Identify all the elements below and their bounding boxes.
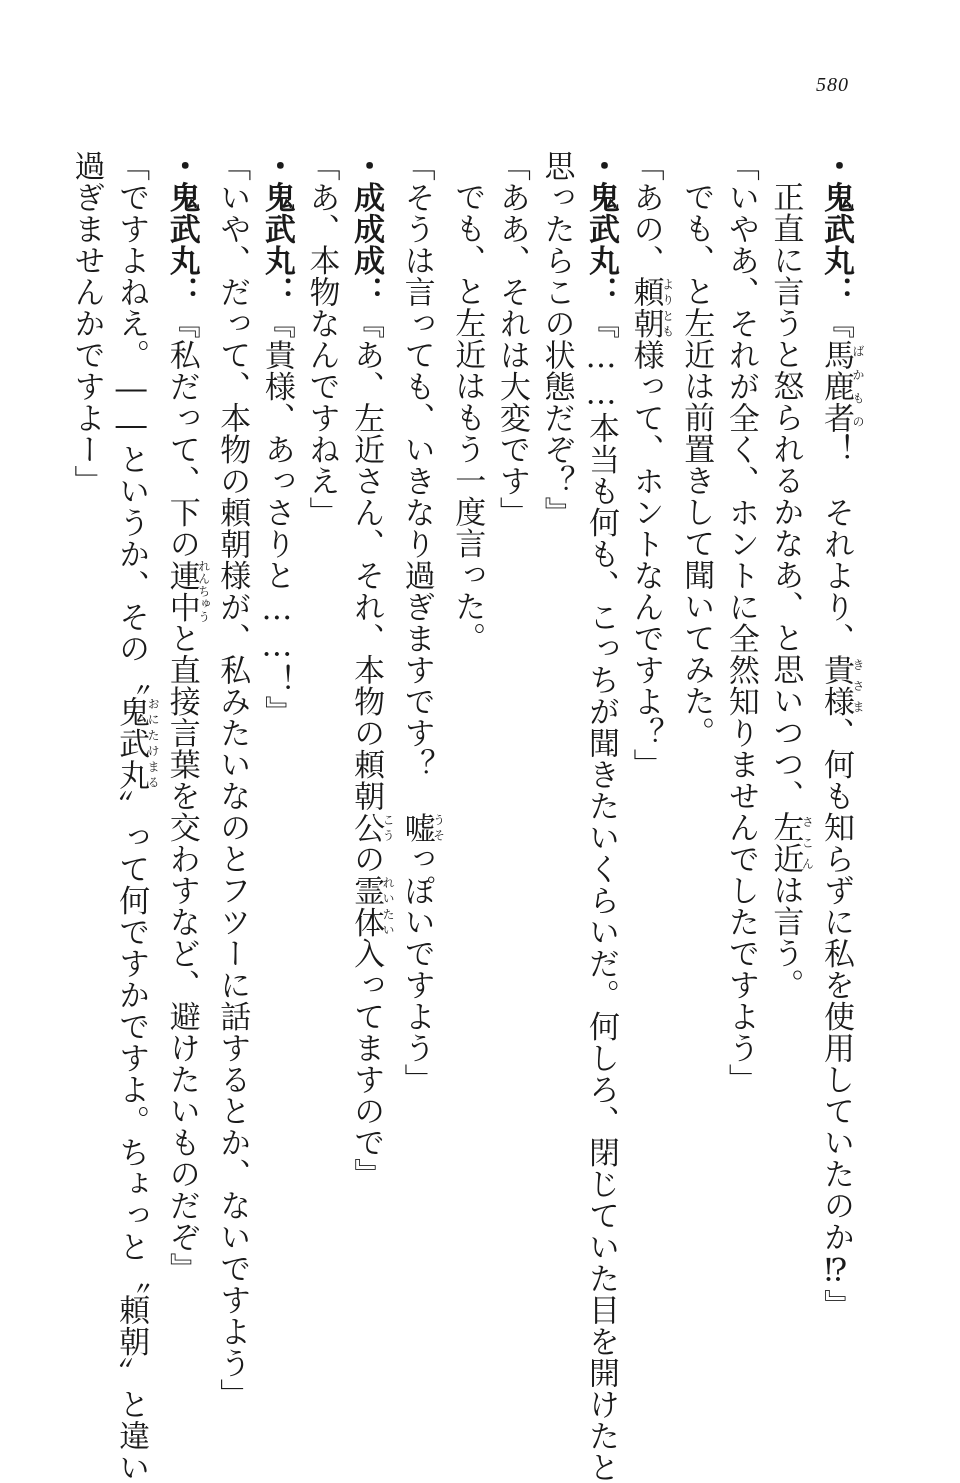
text-segment: 「あ、本物なんですねえ」 xyxy=(303,150,339,528)
text-segment: 『私だって、下の xyxy=(164,308,200,560)
furigana: れいたい xyxy=(381,875,395,938)
text-segment: でも、と左近は前置きして聞いてみた。 xyxy=(678,181,714,748)
furigana: さこん xyxy=(800,811,814,874)
ruby-word xyxy=(628,276,664,339)
text-segment: 正直に言うと怒られるかなあ、と思いつつ、 xyxy=(767,181,803,811)
text-line xyxy=(813,150,864,1290)
ruby-base: 嘘 xyxy=(399,812,435,844)
furigana: よりとも xyxy=(661,276,675,339)
text-segment: っぽいですよう」 xyxy=(399,843,435,1095)
text-line xyxy=(489,150,534,1290)
ruby-base: 連中 xyxy=(164,560,200,623)
ruby-word xyxy=(399,812,435,844)
ruby-base: 公 xyxy=(348,812,384,844)
text-segment: 「いやあ、それが全く、ホントに全然知りませんでしたですよう」 xyxy=(723,150,759,1095)
ruby-word xyxy=(818,339,854,434)
speaker-name: 鬼武丸： xyxy=(583,182,619,308)
text-line xyxy=(109,150,160,1290)
text-line xyxy=(394,150,445,1290)
text-segment: 、何も知らずに私を使用していたのか⁉』 xyxy=(818,717,854,1321)
text-segment: 入ってますので』 xyxy=(348,938,384,1190)
ruby-base: 霊体 xyxy=(348,875,384,938)
body-text xyxy=(64,150,864,1290)
ruby-base: 鬼武丸 xyxy=(113,696,149,791)
text-line xyxy=(64,150,109,1290)
text-segment: 『……本当も何も、こっちが聞きたいくらいだ。何しろ、閉じていた目を開けたと xyxy=(583,308,619,1483)
text-segment: 『貴様、あっさりと……！』 xyxy=(259,308,295,728)
ruby-base: 貴様 xyxy=(818,654,854,717)
speaker-bullet: ・ xyxy=(348,150,384,182)
speaker-name: 鬼武丸： xyxy=(164,182,200,308)
ruby-word xyxy=(818,654,854,717)
text-segment: 「いや、だって、本物の頼朝様が、私みたいなのとフツーに話するとか、ないですよう」 xyxy=(214,150,250,1410)
page-number: 580 xyxy=(816,74,849,97)
furigana: れんちゅう xyxy=(197,560,211,623)
text-segment: 様って、ホントなんですよ？」 xyxy=(628,339,664,780)
text-line xyxy=(445,150,490,1290)
ruby-base: 頼朝 xyxy=(628,276,664,339)
text-segment: の xyxy=(348,843,384,875)
text-line xyxy=(674,150,719,1290)
text-line xyxy=(254,150,299,1290)
ruby-word xyxy=(164,560,200,623)
text-line xyxy=(623,150,674,1290)
text-segment: 〟って何ですかですよ。ちょっと〝頼朝〟と違い xyxy=(113,790,149,1483)
speaker-name: 成成成： xyxy=(348,182,384,308)
text-line xyxy=(534,150,579,1290)
speaker-bullet: ・ xyxy=(164,150,200,182)
furigana: おにたけまる xyxy=(146,696,160,791)
ruby-word xyxy=(348,812,384,844)
text-segment: 「ですよねえ。――というか、その〝 xyxy=(113,150,149,696)
furigana: ばかもの xyxy=(851,339,865,434)
text-line xyxy=(210,150,255,1290)
text-line xyxy=(718,150,763,1290)
speaker-bullet: ・ xyxy=(259,150,295,182)
text-segment: 思ったらこの状態だぞ？』 xyxy=(538,150,574,528)
speaker-name: 鬼武丸： xyxy=(259,182,295,308)
text-line xyxy=(578,150,623,1290)
ruby-word xyxy=(113,696,149,791)
ruby-base: 馬鹿者 xyxy=(818,339,854,434)
speaker-bullet: ・ xyxy=(583,150,619,182)
text-line xyxy=(299,150,344,1290)
text-segment: は言う。 xyxy=(767,874,803,1000)
furigana: きさま xyxy=(851,654,865,717)
text-line xyxy=(343,150,394,1290)
speaker-name: 鬼武丸： xyxy=(818,182,854,308)
furigana: こう xyxy=(381,812,395,844)
text-segment: 「ああ、それは大変です」 xyxy=(494,150,530,528)
ruby-word xyxy=(348,875,384,938)
text-segment: 『あ、左近さん、それ、本物の頼朝 xyxy=(348,308,384,812)
text-segment: 過ぎませんかですよー」 xyxy=(69,150,105,497)
ruby-word xyxy=(767,811,803,874)
text-segment: と直接言葉を交わすなど、避けたいものだぞ』 xyxy=(164,623,200,1285)
text-segment: でも、と左近はもう一度言った。 xyxy=(449,181,485,654)
speaker-bullet: ・ xyxy=(818,150,854,182)
ruby-base: 左近 xyxy=(767,811,803,874)
text-line xyxy=(763,150,814,1290)
text-segment: 「あの、 xyxy=(628,150,664,276)
furigana: うそ xyxy=(432,812,446,844)
text-line xyxy=(159,150,210,1290)
text-segment: 『 xyxy=(818,308,854,340)
text-segment: ！ それより、 xyxy=(818,434,854,655)
text-segment: 「そうは言っても、いきなり過ぎますです？ xyxy=(399,150,435,812)
